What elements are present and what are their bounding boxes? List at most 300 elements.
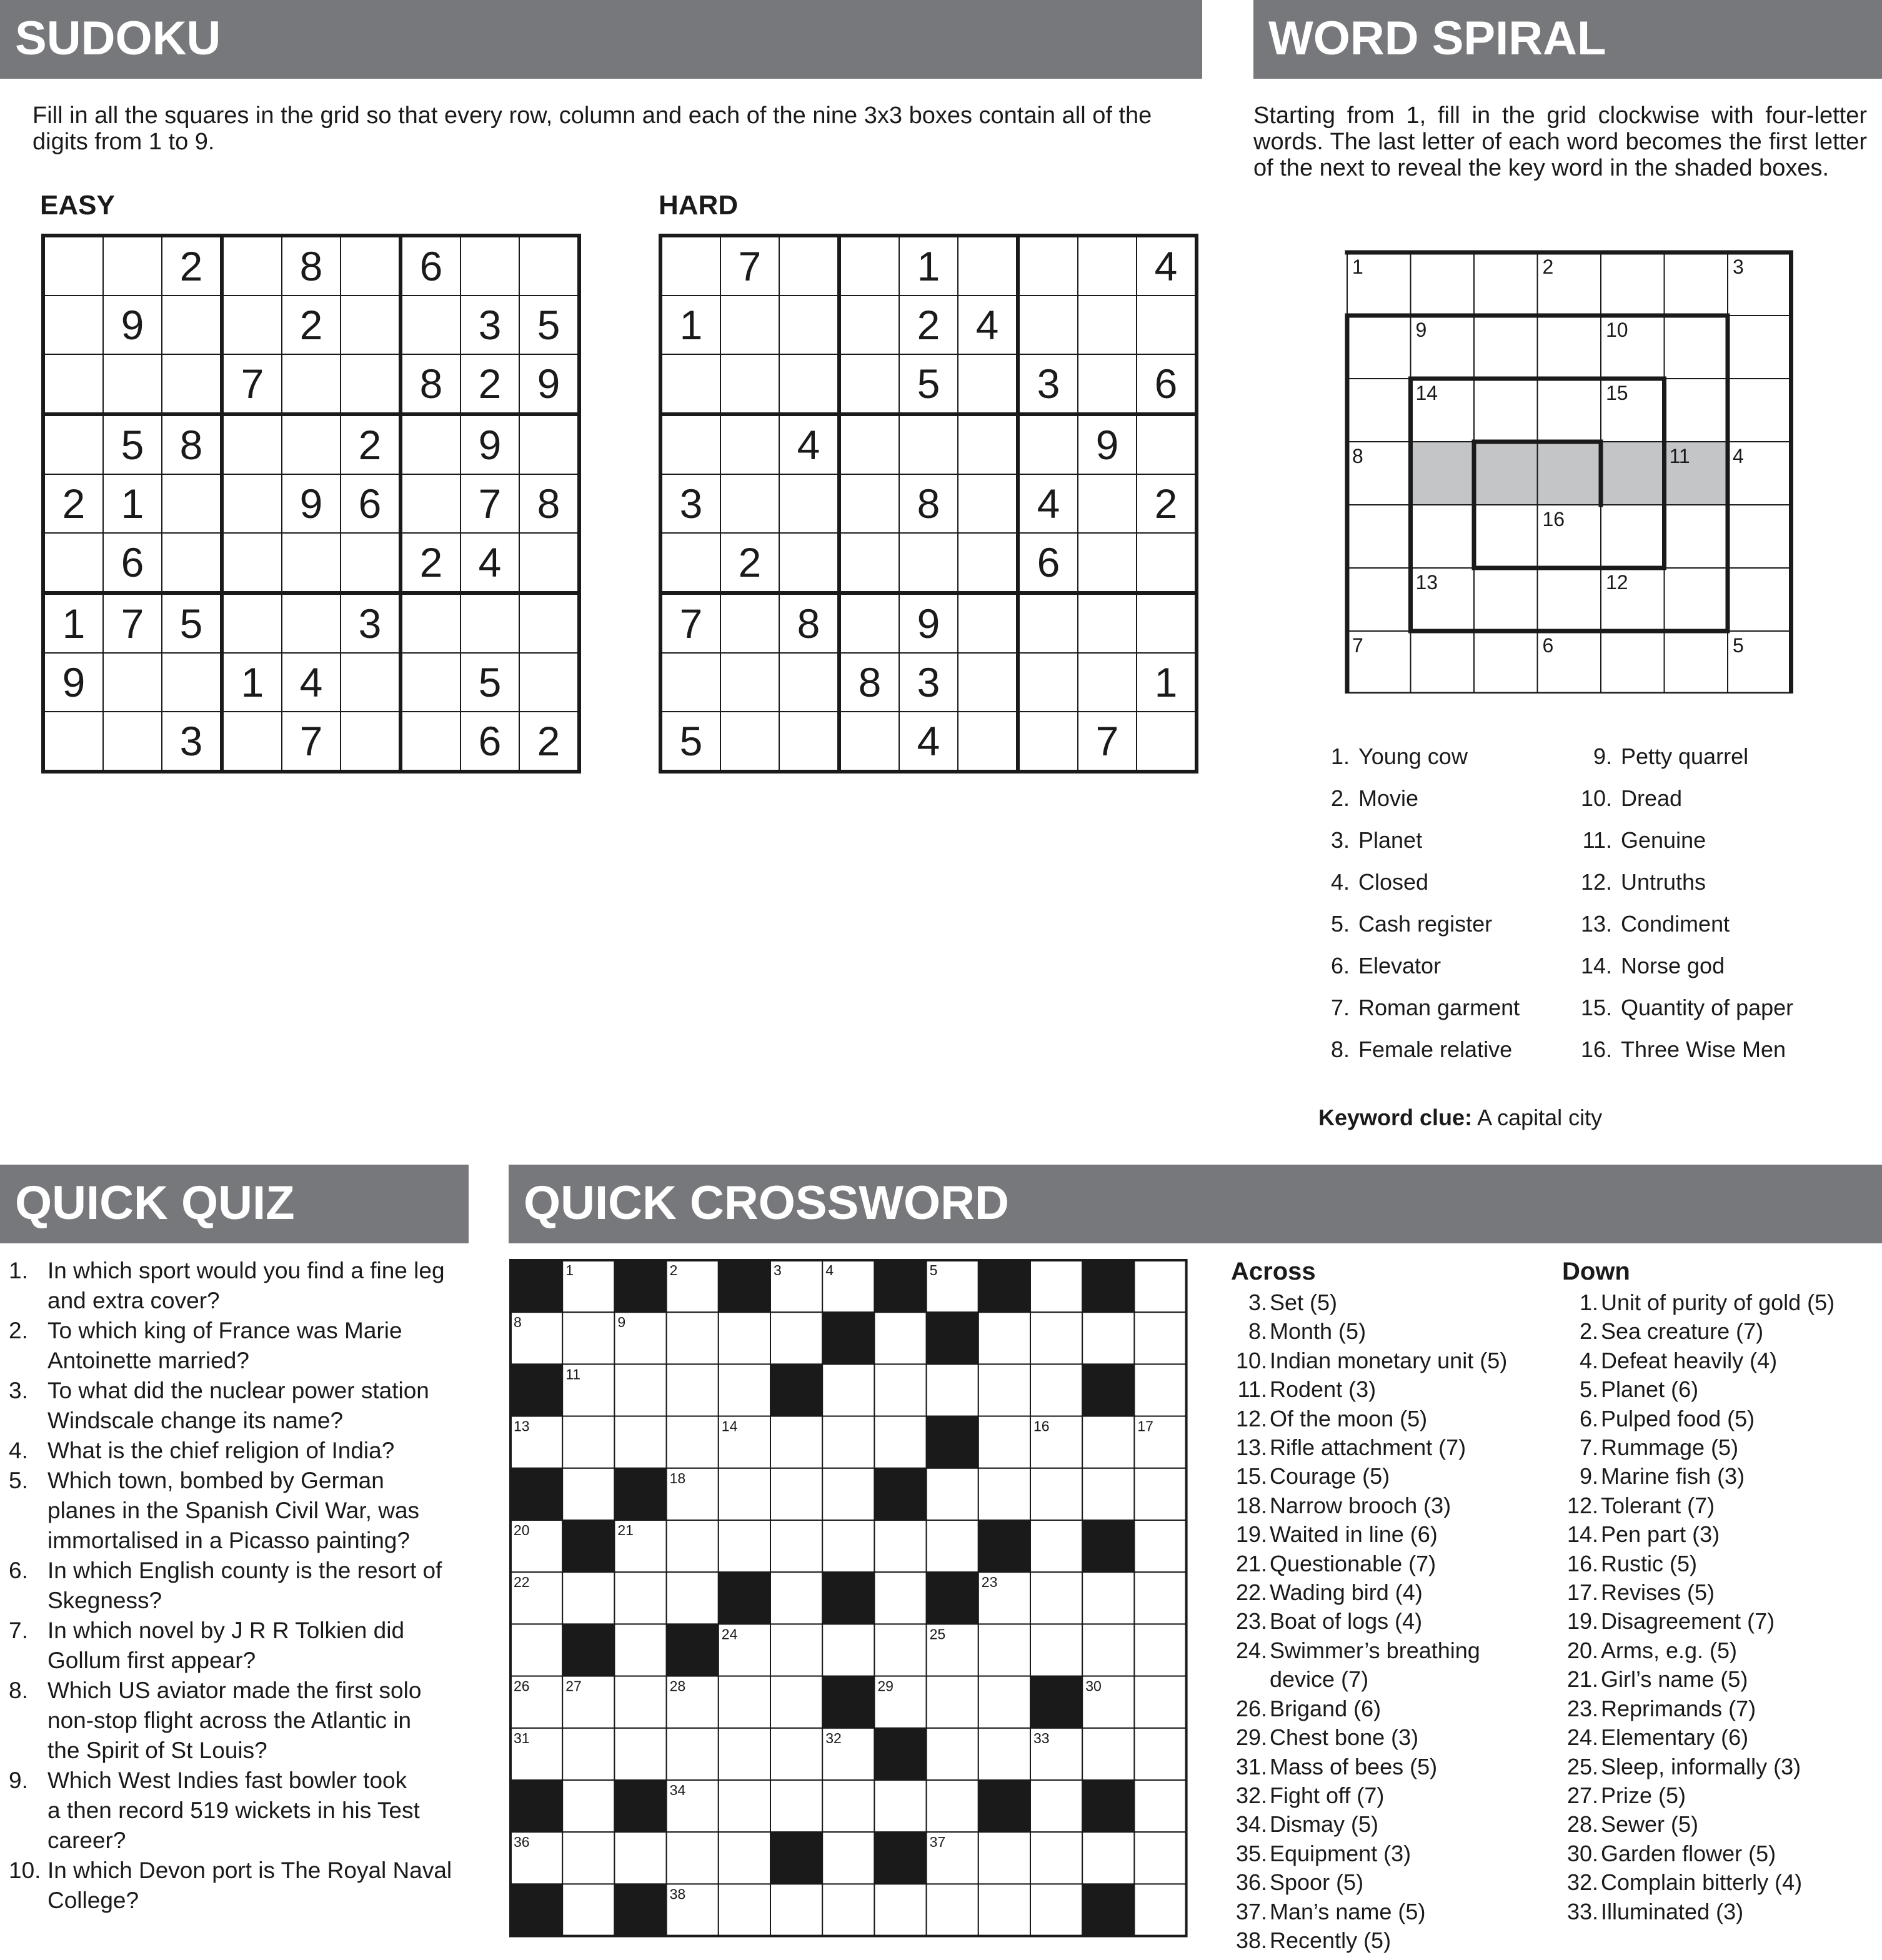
crossword-cell[interactable] [614,1832,666,1884]
sudoku-easy-cell[interactable]: 7 [103,593,162,653]
crossword-cell[interactable] [1082,1624,1134,1676]
quiz-question [9,1856,471,1916]
sudoku-easy-cell[interactable]: 1 [103,474,162,533]
sudoku-hard-cell[interactable]: 3 [1018,354,1078,414]
crossword-cell[interactable] [822,1884,874,1936]
crossword-cell[interactable] [1030,1884,1082,1936]
sudoku-hard-cell[interactable] [660,236,720,296]
sudoku-easy-cell[interactable] [43,712,103,772]
quiz-question-number: 7. [9,1618,28,1643]
sudoku-easy-cell[interactable] [519,653,579,712]
spiral-clue-text: Closed [1358,869,1429,895]
crossword-cell[interactable] [562,1780,614,1832]
crossword-cell[interactable] [719,1364,770,1416]
sudoku-hard-cell[interactable] [779,712,839,772]
crossword-cell[interactable] [1082,1416,1134,1468]
sudoku-hard-cell[interactable]: 5 [660,712,720,772]
crossword-cell[interactable] [770,1676,822,1728]
sudoku-hard-cell[interactable] [720,474,779,533]
crossword-cell[interactable] [978,1624,1030,1676]
sudoku-hard-cell[interactable] [720,653,779,712]
crossword-cell[interactable] [667,1832,719,1884]
crossword-cell[interactable] [1082,1728,1134,1780]
sudoku-hard-cell[interactable] [839,296,899,354]
sudoku-easy-cell[interactable] [222,296,282,354]
sudoku-easy-cell[interactable] [103,653,162,712]
crossword-black-cell [1082,1884,1134,1936]
crossword-cell[interactable] [562,1884,614,1936]
crossword-cell[interactable] [1134,1780,1186,1832]
crossword-cell[interactable] [1134,1364,1186,1416]
crossword-clue [1562,1317,1882,1346]
sudoku-hard-cell[interactable]: 1 [1137,653,1197,712]
sudoku-hard-cell[interactable] [1137,712,1197,772]
sudoku-easy-cell[interactable] [162,354,222,414]
spiral-clue [1581,995,1868,1037]
crossword-cell[interactable] [822,1468,874,1520]
sudoku-easy-cell[interactable]: 3 [341,593,401,653]
sudoku-easy-cell[interactable] [162,533,222,593]
sudoku-easy-cell[interactable] [282,354,341,414]
sudoku-easy-cell[interactable] [282,533,341,593]
sudoku-easy-cell[interactable] [222,533,282,593]
sudoku-easy-cell[interactable]: 3 [461,296,519,354]
sudoku-hard-cell[interactable] [660,354,720,414]
sudoku-easy-cell[interactable]: 5 [162,593,222,653]
crossword-black-cell [510,1468,562,1520]
sudoku-hard-cell[interactable] [899,414,958,474]
sudoku-hard-cell[interactable]: 5 [899,354,958,414]
sudoku-easy-cell[interactable] [222,236,282,296]
sudoku-hard-cell[interactable] [720,593,779,653]
crossword-cell[interactable] [1134,1572,1186,1624]
crossword-cell-number: 9 [617,1314,626,1331]
sudoku-easy-cell[interactable] [519,414,579,474]
sudoku-hard-cell[interactable]: 7 [720,236,779,296]
word-spiral-instructions: Starting from 1, fill in the grid clockwise with four-letter words. The last letter of each word becomes the first letter of the next to reveal the key word in the shaded boxes. [1253,102,1867,181]
crossword-cell[interactable] [1030,1572,1082,1624]
sudoku-easy-cell[interactable] [461,236,519,296]
sudoku-easy-cell[interactable]: 5 [461,653,519,712]
crossword-cell[interactable] [614,1624,666,1676]
crossword-cell[interactable] [927,1520,978,1572]
spiral-clue [1318,911,1568,953]
crossword-cell[interactable] [770,1624,822,1676]
sudoku-hard-cell[interactable] [720,296,779,354]
sudoku-hard-cell[interactable] [720,414,779,474]
sudoku-hard-cell[interactable]: 4 [779,414,839,474]
crossword-clue-text: Rodent (3) [1270,1376,1377,1403]
sudoku-easy-cell[interactable]: 8 [282,236,341,296]
sudoku-hard-cell[interactable] [779,296,839,354]
crossword-cell[interactable] [874,1364,926,1416]
sudoku-hard-cell[interactable] [839,593,899,653]
sudoku-easy-cell[interactable] [43,414,103,474]
sudoku-hard-cell[interactable] [899,533,958,593]
sudoku-easy-cell[interactable]: 2 [519,712,579,772]
crossword-cell[interactable] [822,1520,874,1572]
crossword-cell[interactable] [614,1572,666,1624]
sudoku-hard-cell[interactable] [839,474,899,533]
sudoku-hard-cell[interactable]: 8 [899,474,958,533]
crossword-cell[interactable] [667,1312,719,1364]
sudoku-easy-cell[interactable]: 4 [461,533,519,593]
sudoku-easy-cell[interactable]: 8 [162,414,222,474]
sudoku-easy-cell[interactable]: 9 [461,414,519,474]
sudoku-easy-cell[interactable] [401,414,461,474]
sudoku-hard-cell[interactable]: 7 [660,593,720,653]
sudoku-easy-cell[interactable]: 4 [282,653,341,712]
crossword-cell[interactable] [1082,1468,1134,1520]
sudoku-hard-cell[interactable]: 4 [1018,474,1078,533]
sudoku-easy-cell[interactable] [401,474,461,533]
sudoku-hard-cell[interactable] [839,414,899,474]
crossword-cell[interactable] [978,1312,1030,1364]
sudoku-easy-cell[interactable] [103,354,162,414]
sudoku-easy-cell[interactable]: 8 [401,354,461,414]
crossword-cell[interactable] [770,1780,822,1832]
crossword-cell[interactable] [1082,1312,1134,1364]
sudoku-hard-cell[interactable] [1078,354,1137,414]
sudoku-easy-cell[interactable]: 7 [282,712,341,772]
crossword-cell[interactable] [927,1468,978,1520]
crossword-black-cell [510,1364,562,1416]
sudoku-hard-cell[interactable]: 7 [1078,712,1137,772]
sudoku-easy-cell[interactable] [401,296,461,354]
crossword-cell[interactable] [1134,1676,1186,1728]
crossword-cell-number: 13 [514,1418,530,1435]
sudoku-easy-cell[interactable]: 2 [43,474,103,533]
crossword-cell[interactable] [1082,1832,1134,1884]
crossword-cell[interactable] [667,1728,719,1780]
sudoku-easy-cell[interactable]: 2 [341,414,401,474]
sudoku-hard-cell[interactable] [1018,653,1078,712]
crossword-cell[interactable] [667,1520,719,1572]
sudoku-easy-cell[interactable]: 7 [461,474,519,533]
crossword-cell[interactable] [719,1312,770,1364]
sudoku-hard-cell[interactable] [958,236,1018,296]
sudoku-hard-cell[interactable] [839,533,899,593]
sudoku-hard-cell[interactable]: 2 [899,296,958,354]
sudoku-easy-cell[interactable] [519,593,579,653]
crossword-cell[interactable] [1030,1468,1082,1520]
sudoku-easy-cell[interactable] [519,533,579,593]
sudoku-easy-cell[interactable] [401,712,461,772]
sudoku-easy-cell[interactable] [43,236,103,296]
sudoku-easy-cell[interactable] [401,653,461,712]
crossword-cell[interactable] [1030,1624,1082,1676]
crossword-cell[interactable] [1030,1312,1082,1364]
crossword-cell[interactable] [874,1884,926,1936]
sudoku-hard-cell[interactable]: 8 [839,653,899,712]
sudoku-hard-cell[interactable] [660,414,720,474]
sudoku-easy-cell[interactable] [222,593,282,653]
crossword-cell[interactable] [874,1416,926,1468]
sudoku-hard-cell[interactable] [660,533,720,593]
sudoku-easy-cell[interactable] [162,474,222,533]
sudoku-easy-cell[interactable] [222,712,282,772]
crossword-cell[interactable] [874,1624,926,1676]
sudoku-easy-cell[interactable]: 2 [162,236,222,296]
crossword-cell[interactable] [614,1676,666,1728]
crossword-clue-number: 37. [1235,1898,1267,1924]
sudoku-hard-cell[interactable] [958,354,1018,414]
sudoku-easy-cell[interactable] [103,712,162,772]
crossword-cell[interactable] [1134,1884,1186,1936]
sudoku-easy-cell[interactable] [162,296,222,354]
sudoku-hard-cell[interactable]: 3 [660,474,720,533]
sudoku-hard-cell[interactable]: 2 [720,533,779,593]
crossword-cell[interactable] [770,1520,822,1572]
sudoku-hard-cell[interactable] [660,653,720,712]
sudoku-hard-cell[interactable]: 4 [1137,236,1197,296]
crossword-cell[interactable] [667,1364,719,1416]
sudoku-hard-cell[interactable] [958,653,1018,712]
crossword-cell[interactable] [562,1728,614,1780]
crossword-clue [1562,1462,1882,1491]
crossword-clue [1562,1636,1882,1665]
sudoku-easy-cell[interactable] [401,593,461,653]
crossword-cell[interactable] [562,1572,614,1624]
crossword-cell[interactable] [1134,1260,1186,1312]
crossword-cell[interactable] [719,1832,770,1884]
crossword-clue-text: Questionable (7) [1270,1550,1436,1576]
sudoku-easy-cell[interactable]: 8 [519,474,579,533]
sudoku-hard-cell[interactable] [1018,296,1078,354]
crossword-cell[interactable] [614,1416,666,1468]
sudoku-hard-cell[interactable]: 4 [958,296,1018,354]
crossword-cell[interactable] [874,1312,926,1364]
crossword-clue [1562,1810,1882,1839]
crossword-cell[interactable] [978,1884,1030,1936]
sudoku-easy-cell[interactable] [103,236,162,296]
crossword-cell[interactable] [1030,1260,1082,1312]
crossword-cell[interactable] [770,1312,822,1364]
crossword-cell[interactable] [1134,1728,1186,1780]
sudoku-hard-cell[interactable] [839,354,899,414]
crossword-cell[interactable] [510,1624,562,1676]
sudoku-hard-cell[interactable] [779,533,839,593]
sudoku-easy-cell[interactable]: 5 [519,296,579,354]
sudoku-easy-cell[interactable]: 2 [282,296,341,354]
sudoku-hard-cell[interactable] [1078,653,1137,712]
crossword-cell[interactable] [978,1416,1030,1468]
crossword-cell[interactable] [927,1364,978,1416]
crossword-cell[interactable] [822,1416,874,1468]
crossword-cell[interactable] [719,1728,770,1780]
sudoku-easy-cell[interactable]: 9 [282,474,341,533]
sudoku-easy-cell[interactable] [341,712,401,772]
crossword-cell[interactable] [978,1676,1030,1728]
sudoku-hard-cell[interactable] [1137,414,1197,474]
crossword-cell[interactable] [667,1416,719,1468]
sudoku-hard-cell[interactable] [1078,474,1137,533]
crossword-cell[interactable] [1030,1520,1082,1572]
crossword-clue [1562,1520,1882,1549]
crossword-cell[interactable] [1134,1832,1186,1884]
sudoku-easy-cell[interactable] [43,296,103,354]
sudoku-hard-cell[interactable] [779,653,839,712]
sudoku-easy-cell[interactable] [162,653,222,712]
quiz-question-number: 6. [9,1558,28,1583]
crossword-cell[interactable] [874,1780,926,1832]
keyword-clue-label: Keyword clue: [1318,1105,1473,1130]
sudoku-hard-cell[interactable]: 3 [899,653,958,712]
crossword-cell[interactable] [562,1312,614,1364]
crossword-cell-number: 36 [514,1834,530,1851]
sudoku-hard-cell[interactable]: 1 [660,296,720,354]
crossword-cell[interactable] [822,1832,874,1884]
crossword-cell[interactable] [978,1364,1030,1416]
sudoku-hard-cell[interactable]: 6 [1137,354,1197,414]
crossword-cell[interactable] [822,1364,874,1416]
crossword-clue-number: 26. [1235,1695,1267,1721]
sudoku-hard-cell[interactable] [958,712,1018,772]
crossword-cell[interactable] [562,1468,614,1520]
crossword-cell[interactable] [614,1728,666,1780]
crossword-cell[interactable] [1134,1624,1186,1676]
quiz-question-text: Which West Indies fast bowler took a then record 519 wickets in his Test career? [47,1768,420,1853]
sudoku-easy-cell[interactable]: 1 [43,593,103,653]
crossword-cell[interactable] [770,1884,822,1936]
crossword-cell[interactable] [770,1468,822,1520]
sudoku-easy-cell[interactable]: 3 [162,712,222,772]
crossword-cell[interactable] [927,1676,978,1728]
sudoku-hard-cell[interactable]: 9 [1078,414,1137,474]
crossword-clue [1562,1694,1882,1723]
crossword-cell[interactable] [614,1364,666,1416]
crossword-cell[interactable] [770,1416,822,1468]
crossword-clue [1231,1405,1543,1433]
sudoku-easy-cell[interactable]: 6 [341,474,401,533]
sudoku-hard-cell[interactable] [839,236,899,296]
spiral-cell-number: 8 [1352,445,1363,467]
sudoku-hard-cell[interactable] [1078,236,1137,296]
sudoku-easy-cell[interactable]: 2 [401,533,461,593]
sudoku-easy-cell[interactable]: 7 [222,354,282,414]
sudoku-easy-cell[interactable]: 1 [222,653,282,712]
sudoku-easy-cell[interactable] [43,533,103,593]
crossword-cell[interactable] [1030,1832,1082,1884]
sudoku-easy-cell[interactable] [341,533,401,593]
crossword-cell[interactable] [562,1832,614,1884]
crossword-cell[interactable] [927,1884,978,1936]
sudoku-easy-cell[interactable] [282,593,341,653]
crossword-black-cell [562,1624,614,1676]
sudoku-hard-cell[interactable] [958,474,1018,533]
sudoku-easy-cell[interactable]: 9 [43,653,103,712]
crossword-cell[interactable] [927,1728,978,1780]
sudoku-easy-cell[interactable]: 6 [401,236,461,296]
crossword-black-cell [667,1624,719,1676]
sudoku-easy-cell[interactable]: 9 [103,296,162,354]
sudoku-hard-cell[interactable] [1137,593,1197,653]
sudoku-hard-cell[interactable] [958,593,1018,653]
crossword-cell[interactable] [719,1520,770,1572]
crossword-cell[interactable] [770,1572,822,1624]
sudoku-hard-cell[interactable]: 6 [1018,533,1078,593]
sudoku-hard-cell[interactable] [1078,296,1137,354]
sudoku-hard-cell[interactable] [958,533,1018,593]
sudoku-hard-cell[interactable] [1078,533,1137,593]
sudoku-hard-cell[interactable]: 1 [899,236,958,296]
sudoku-easy-cell[interactable] [222,414,282,474]
crossword-cell[interactable] [927,1780,978,1832]
sudoku-hard-cell[interactable] [779,354,839,414]
sudoku-hard-cell[interactable]: 8 [779,593,839,653]
crossword-cell[interactable] [770,1728,822,1780]
sudoku-hard-cell[interactable] [779,236,839,296]
sudoku-easy-cell[interactable] [222,474,282,533]
crossword-cell[interactable] [719,1676,770,1728]
crossword-cell[interactable] [874,1572,926,1624]
sudoku-easy-cell[interactable] [341,236,401,296]
quiz-question-number: 10. [9,1858,41,1883]
sudoku-hard-cell[interactable] [720,354,779,414]
sudoku-hard-cell[interactable] [1018,712,1078,772]
crossword-cell[interactable] [719,1468,770,1520]
sudoku-hard-cell[interactable]: 2 [1137,474,1197,533]
crossword-clue-number: 5. [1579,1376,1598,1403]
crossword-cell[interactable] [1134,1520,1186,1572]
spiral-clue [1318,785,1568,827]
sudoku-hard-cell[interactable] [1018,414,1078,474]
crossword-cell[interactable] [822,1780,874,1832]
sudoku-easy-cell[interactable]: 9 [519,354,579,414]
crossword-cell[interactable] [1030,1780,1082,1832]
sudoku-instructions: Fill in all the squares in the grid so that every row, column and each of the nine 3x3 boxes contain all of the digits from 1 to 9. [32,102,1152,155]
sudoku-easy-cell[interactable] [341,354,401,414]
sudoku-hard-cell[interactable] [839,712,899,772]
sudoku-easy-cell[interactable]: 2 [461,354,519,414]
crossword-cell[interactable] [562,1416,614,1468]
crossword-cell[interactable] [978,1832,1030,1884]
crossword-cell[interactable] [1134,1312,1186,1364]
sudoku-hard-cell[interactable] [1137,296,1197,354]
sudoku-easy-cell[interactable]: 6 [103,533,162,593]
sudoku-hard-cell[interactable] [1137,533,1197,593]
sudoku-hard-cell[interactable] [720,712,779,772]
crossword-cell[interactable] [719,1780,770,1832]
crossword-black-cell [1030,1676,1082,1728]
crossword-cell[interactable] [874,1520,926,1572]
crossword-cell[interactable] [719,1884,770,1936]
sudoku-easy-cell[interactable] [341,653,401,712]
sudoku-hard-cell[interactable] [958,414,1018,474]
sudoku-hard-cell[interactable]: 9 [899,593,958,653]
sudoku-hard-cell[interactable] [1018,236,1078,296]
sudoku-easy-cell[interactable] [43,354,103,414]
crossword-cell[interactable] [1082,1572,1134,1624]
sudoku-easy-cell[interactable] [461,593,519,653]
sudoku-easy-cell[interactable]: 5 [103,414,162,474]
crossword-cell[interactable] [1030,1364,1082,1416]
sudoku-easy-cell[interactable] [282,414,341,474]
crossword-cell[interactable] [978,1728,1030,1780]
crossword-cell[interactable] [978,1468,1030,1520]
sudoku-easy-cell[interactable] [519,236,579,296]
sudoku-hard-cell[interactable] [1018,593,1078,653]
sudoku-hard-cell[interactable] [1078,593,1137,653]
sudoku-easy-cell[interactable]: 6 [461,712,519,772]
crossword-cell[interactable] [1134,1468,1186,1520]
sudoku-hard-cell[interactable] [779,474,839,533]
sudoku-hard-cell[interactable]: 4 [899,712,958,772]
crossword-clue [1562,1665,1882,1694]
sudoku-easy-cell[interactable] [341,296,401,354]
crossword-cell[interactable] [667,1572,719,1624]
crossword-cell[interactable] [822,1624,874,1676]
